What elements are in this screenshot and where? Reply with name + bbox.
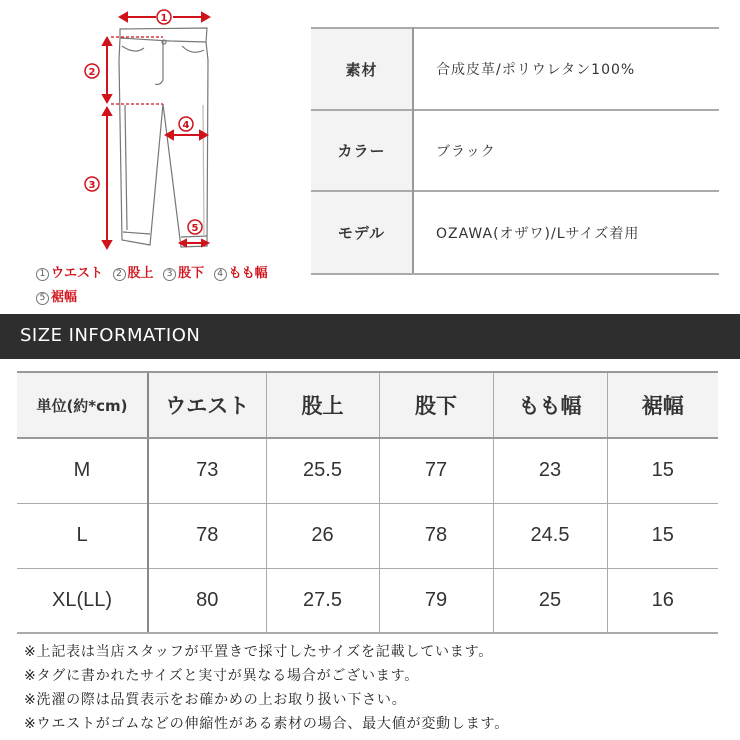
table-cell: 23 xyxy=(493,438,607,503)
measurement-legend xyxy=(36,262,296,310)
table-cell: 15 xyxy=(607,438,718,503)
svg-text:1: 1 xyxy=(160,13,168,24)
legend-item-waist: 1 ウエスト xyxy=(36,262,103,286)
table-cell: 80 xyxy=(148,568,266,633)
circled-number-icon: 3 xyxy=(163,268,176,281)
legend-item-thigh: 4 もも幅 xyxy=(214,262,268,286)
spec-value: 合成皮革/ポリウレタン100% xyxy=(413,28,719,110)
header-hem: 裾幅 xyxy=(607,372,718,438)
svg-text:2: 2 xyxy=(88,67,96,78)
note-line: ※ウエストがゴムなどの伸縮性がある素材の場合、最大値が変動します。 xyxy=(24,716,510,732)
header-inseam: 股下 xyxy=(379,372,493,438)
size-notes xyxy=(24,640,509,736)
pants-measurement-diagram xyxy=(0,0,300,310)
table-cell: 78 xyxy=(148,503,266,568)
size-label: L xyxy=(17,503,148,568)
legend-item-hem: 5 裾幅 xyxy=(36,286,77,310)
spec-value: ブラック xyxy=(413,110,719,191)
table-cell: 79 xyxy=(379,568,493,633)
table-cell: 78 xyxy=(379,503,493,568)
circled-number-icon: 5 xyxy=(36,292,49,305)
header-thigh: もも幅 xyxy=(493,372,607,438)
size-information-banner xyxy=(0,314,740,359)
size-table xyxy=(17,371,718,634)
pants-outline-icon xyxy=(0,0,300,260)
table-cell: 24.5 xyxy=(493,503,607,568)
note-line: ※洗濯の際は品質表示をお確かめの上お取り扱い下さい。 xyxy=(24,692,407,708)
note-line: ※上記表は当店スタッフが平置きで採寸したサイズを記載しています。 xyxy=(24,644,494,660)
table-cell: 16 xyxy=(607,568,718,633)
spec-row-color xyxy=(311,110,719,191)
circled-number-icon: 1 xyxy=(36,268,49,281)
header-unit: 単位(約*cm) xyxy=(17,372,148,438)
legend-item-rise: 2 股上 xyxy=(113,262,154,286)
legend-item-inseam: 3 股下 xyxy=(163,262,204,286)
table-row xyxy=(17,503,718,568)
note-line: ※タグに書かれたサイズと実寸が異なる場合がございます。 xyxy=(24,668,420,684)
spec-row-model xyxy=(311,191,719,274)
table-cell: 25 xyxy=(493,568,607,633)
banner-title: SIZE INFORMATION xyxy=(20,325,201,346)
spec-key: モデル xyxy=(311,191,413,274)
table-row xyxy=(17,438,718,503)
table-cell: 25.5 xyxy=(266,438,379,503)
table-row xyxy=(17,568,718,633)
header-rise: 股上 xyxy=(266,372,379,438)
svg-text:5: 5 xyxy=(191,223,199,234)
svg-text:4: 4 xyxy=(182,120,190,131)
size-label: M xyxy=(17,438,148,503)
spec-key: カラー xyxy=(311,110,413,191)
table-cell: 27.5 xyxy=(266,568,379,633)
spec-value: OZAWA(オザワ)/Lサイズ着用 xyxy=(413,191,719,274)
table-cell: 26 xyxy=(266,503,379,568)
size-label: XL(LL) xyxy=(17,568,148,633)
table-cell: 77 xyxy=(379,438,493,503)
header-waist: ウエスト xyxy=(148,372,266,438)
product-spec-table xyxy=(311,27,719,275)
svg-text:3: 3 xyxy=(88,180,96,191)
table-cell: 15 xyxy=(607,503,718,568)
circled-number-icon: 4 xyxy=(214,268,227,281)
size-table-header xyxy=(17,372,718,438)
spec-key: 素材 xyxy=(311,28,413,110)
table-cell: 73 xyxy=(148,438,266,503)
circled-number-icon: 2 xyxy=(113,268,126,281)
spec-row-material xyxy=(311,28,719,110)
